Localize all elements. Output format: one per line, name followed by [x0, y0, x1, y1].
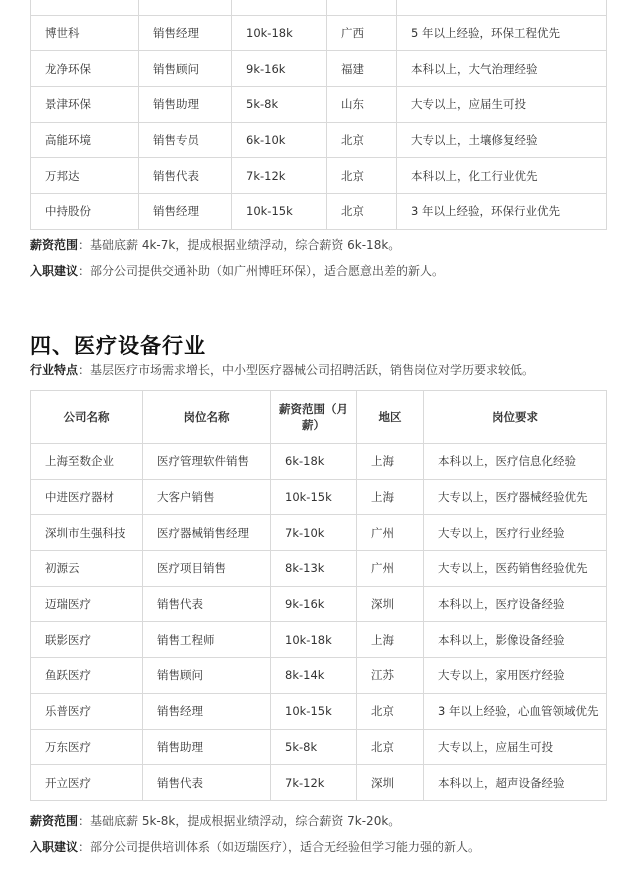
- region-cell: 山东: [327, 87, 397, 123]
- requirements-cell: 本科以上，医疗信息化经验: [424, 444, 607, 480]
- requirements-cell: 3 年以上经验，环保行业优先: [397, 194, 607, 230]
- region-cell: 深圳: [357, 586, 424, 622]
- salary-cell: 7k-10k: [271, 515, 357, 551]
- header-salary: 薪资范围（月薪）: [271, 391, 357, 444]
- region-cell: 上海: [357, 479, 424, 515]
- requirements-cell: 本科以上，医疗设备经验: [424, 586, 607, 622]
- salary-cell: 6k-10k: [232, 122, 327, 158]
- position-cell: 销售经理: [139, 15, 232, 51]
- position-cell: 销售代表: [143, 765, 271, 801]
- requirements-cell: 大专以上，医药销售经验优先: [424, 551, 607, 587]
- table-row: [31, 444, 607, 480]
- industry-feature-label: 行业特点: [30, 363, 79, 377]
- company-cell: 中持股份: [31, 194, 139, 230]
- salary-range-text: ：基础底薪 5k-8k，提成根据业绩浮动，综合薪资 7k-20k。: [78, 814, 401, 828]
- position-cell: 销售经理: [139, 194, 232, 230]
- table-row: [31, 0, 607, 15]
- table-row: [31, 479, 607, 515]
- table-row: [31, 515, 607, 551]
- table-row: [31, 693, 607, 729]
- table-row: [31, 194, 607, 230]
- salary-cell: 10k-18k: [271, 622, 357, 658]
- table-row: [31, 622, 607, 658]
- table-row: [31, 122, 607, 158]
- requirements-cell: 本科以上，影像设备经验: [424, 622, 607, 658]
- salary-cell: 5k-8k: [271, 729, 357, 765]
- table-row: [31, 729, 607, 765]
- industry-feature-text: ：基层医疗市场需求增长，中小型医疗器械公司招聘活跃，销售岗位对学历要求较低。: [78, 363, 535, 377]
- entry-advice-text: ：部分公司提供培训体系（如迈瑞医疗），适合无经验但学习能力强的新人。: [78, 840, 481, 854]
- salary-range-label: 薪资范围: [30, 238, 79, 252]
- entry-advice-text: ：部分公司提供交通补助（如广州博旺环保），适合愿意出差的新人。: [78, 264, 445, 278]
- company-cell: [31, 0, 139, 15]
- region-cell: 北京: [357, 729, 424, 765]
- table-row: [31, 658, 607, 694]
- region-cell: 北京: [327, 194, 397, 230]
- header-region: 地区: [357, 391, 424, 444]
- env-protection-jobs-table: [30, 0, 607, 230]
- salary-cell: 10k-15k: [232, 194, 327, 230]
- entry-advice-label: 入职建议: [30, 264, 79, 278]
- salary-cell: 8k-13k: [271, 551, 357, 587]
- company-cell: 鱼跃医疗: [31, 658, 143, 694]
- company-cell: 初源云: [31, 551, 143, 587]
- requirements-cell: 本科以上，大气治理经验: [397, 51, 607, 87]
- position-cell: 销售助理: [139, 87, 232, 123]
- region-cell: 广州: [357, 551, 424, 587]
- table-row: [31, 586, 607, 622]
- position-cell: 销售助理: [143, 729, 271, 765]
- company-cell: 上海至数企业: [31, 444, 143, 480]
- table-header-row: [31, 391, 607, 444]
- salary-cell: 7k-12k: [232, 158, 327, 194]
- company-cell: 景津环保: [31, 87, 139, 123]
- region-cell: 北京: [327, 158, 397, 194]
- company-cell: 乐普医疗: [31, 693, 143, 729]
- salary-cell: 10k-15k: [271, 693, 357, 729]
- requirements-cell: 大专以上，家用医疗经验: [424, 658, 607, 694]
- region-cell: 上海: [357, 444, 424, 480]
- header-company: 公司名称: [31, 391, 143, 444]
- table-row: [31, 87, 607, 123]
- table-row: [31, 15, 607, 51]
- company-cell: 龙净环保: [31, 51, 139, 87]
- salary-cell: 5k-8k: [232, 87, 327, 123]
- requirements-cell: 大专以上，医疗行业经验: [424, 515, 607, 551]
- entry-advice-note: [30, 839, 480, 855]
- salary-range-label: 薪资范围: [30, 814, 79, 828]
- table-row: [31, 158, 607, 194]
- entry-advice-note: [30, 263, 444, 279]
- position-cell: 销售工程师: [143, 622, 271, 658]
- position-cell: 销售代表: [143, 586, 271, 622]
- company-cell: 开立医疗: [31, 765, 143, 801]
- position-cell: [139, 0, 232, 15]
- salary-cell: 8k-14k: [271, 658, 357, 694]
- header-requirements: 岗位要求: [424, 391, 607, 444]
- company-cell: 万邦达: [31, 158, 139, 194]
- salary-cell: 9k-16k: [232, 51, 327, 87]
- region-cell: 北京: [357, 693, 424, 729]
- entry-advice-label: 入职建议: [30, 840, 79, 854]
- requirements-cell: 大专以上，应届生可投: [424, 729, 607, 765]
- requirements-cell: 大专以上，应届生可投: [397, 87, 607, 123]
- position-cell: 大客户销售: [143, 479, 271, 515]
- position-cell: 医疗器械销售经理: [143, 515, 271, 551]
- company-cell: 博世科: [31, 15, 139, 51]
- table-row: [31, 551, 607, 587]
- salary-range-note: [30, 813, 400, 829]
- requirements-cell: 本科以上，化工行业优先: [397, 158, 607, 194]
- company-cell: 联影医疗: [31, 622, 143, 658]
- table-row: [31, 51, 607, 87]
- salary-cell: 6k-18k: [271, 444, 357, 480]
- position-cell: 销售专员: [139, 122, 232, 158]
- region-cell: 江苏: [357, 658, 424, 694]
- position-cell: 销售顾问: [143, 658, 271, 694]
- region-cell: [327, 0, 397, 15]
- salary-cell: 10k-18k: [232, 15, 327, 51]
- region-cell: 深圳: [357, 765, 424, 801]
- industry-feature-note: [30, 362, 534, 378]
- salary-cell: 9k-16k: [271, 586, 357, 622]
- position-cell: 医疗项目销售: [143, 551, 271, 587]
- region-cell: 广西: [327, 15, 397, 51]
- requirements-cell: 本科以上，超声设备经验: [424, 765, 607, 801]
- company-cell: 迈瑞医疗: [31, 586, 143, 622]
- position-cell: 医疗管理软件销售: [143, 444, 271, 480]
- company-cell: 深圳市生强科技: [31, 515, 143, 551]
- section-title: 四、医疗设备行业: [30, 334, 206, 358]
- requirements-cell: 3 年以上经验，心血管领域优先: [424, 693, 607, 729]
- company-cell: 中进医疗器材: [31, 479, 143, 515]
- salary-cell: 10k-15k: [271, 479, 357, 515]
- requirements-cell: 大专以上，医疗器械经验优先: [424, 479, 607, 515]
- region-cell: 北京: [327, 122, 397, 158]
- company-cell: 万东医疗: [31, 729, 143, 765]
- salary-range-text: ：基础底薪 4k-7k，提成根据业绩浮动，综合薪资 6k-18k。: [78, 238, 401, 252]
- salary-cell: 7k-12k: [271, 765, 357, 801]
- requirements-cell: [397, 0, 607, 15]
- position-cell: 销售顾问: [139, 51, 232, 87]
- position-cell: 销售经理: [143, 693, 271, 729]
- salary-cell: [232, 0, 327, 15]
- salary-range-note: [30, 237, 400, 253]
- position-cell: 销售代表: [139, 158, 232, 194]
- company-cell: 高能环境: [31, 122, 139, 158]
- region-cell: 广州: [357, 515, 424, 551]
- table-row: [31, 765, 607, 801]
- region-cell: 福建: [327, 51, 397, 87]
- region-cell: 上海: [357, 622, 424, 658]
- header-position: 岗位名称: [143, 391, 271, 444]
- medical-device-jobs-table: [30, 390, 607, 801]
- requirements-cell: 大专以上，土壤修复经验: [397, 122, 607, 158]
- requirements-cell: 5 年以上经验，环保工程优先: [397, 15, 607, 51]
